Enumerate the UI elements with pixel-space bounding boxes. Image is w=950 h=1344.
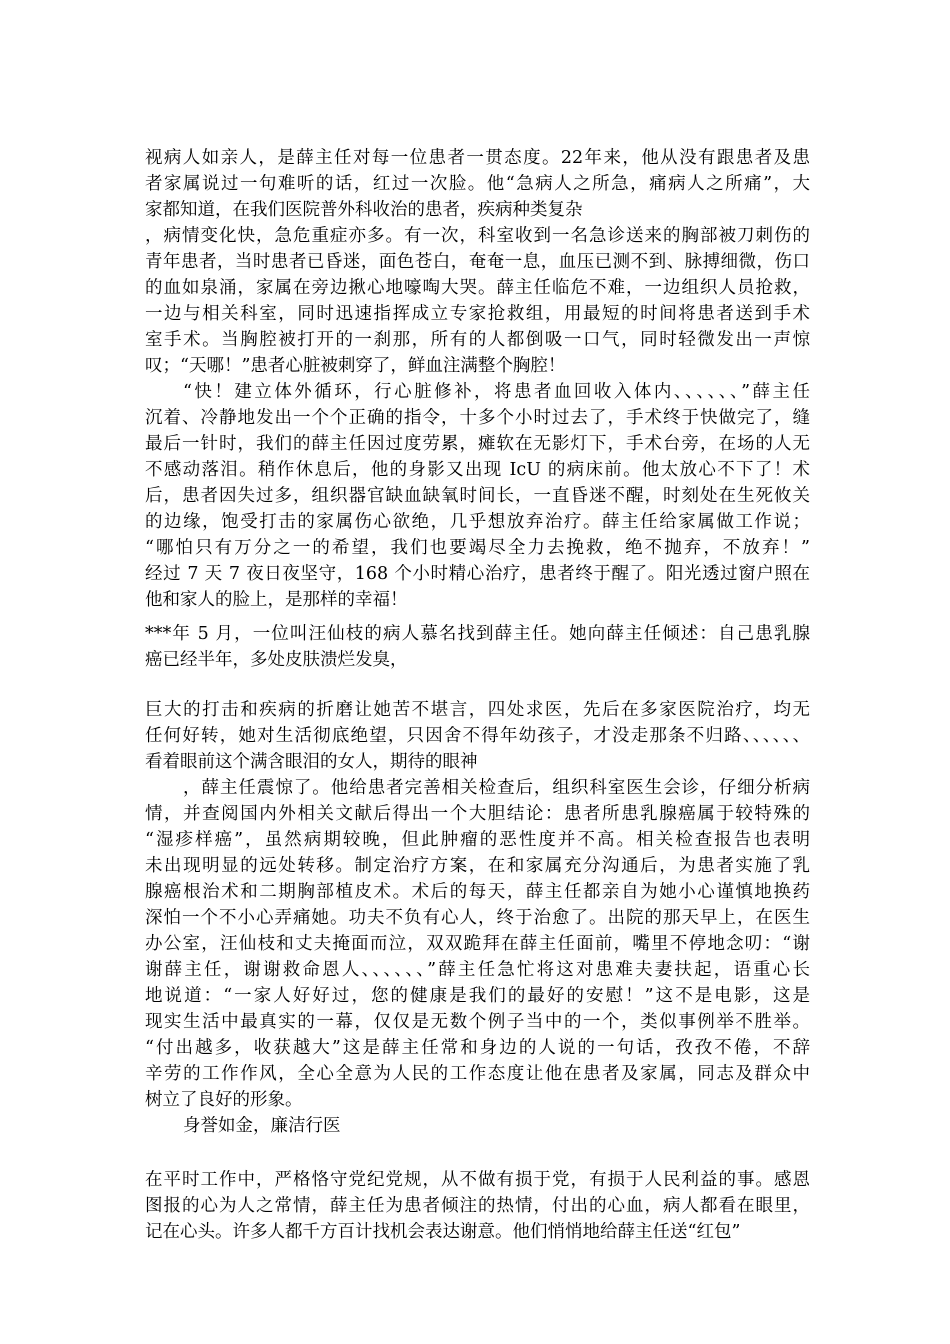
text-line: 癌已经半年，多处皮肤溃烂发臭，: [145, 650, 408, 670]
paragraph-1: [145, 145, 810, 223]
text-line: 青年患者，当时患者已昏迷，面色苍白，奄奄一息，血压已测不到、脉搏细微，伤口: [145, 252, 810, 272]
text-line: 一边与相关科室，同时迅速指挥成立专家抢救组，用最短的时间将患者送到手术: [145, 304, 810, 324]
text-line: ，薛主任震惊了。他给患者完善相关检查后，组织科室医生会诊，仔细分析病: [183, 778, 810, 798]
text-line: 室手术。当胸腔被打开的一刹那，所有的人都倒吸一口气，同时轻微发出一声惊: [145, 330, 810, 350]
text-line: 谢薛主任，谢谢救命恩人、、、、、、”薛主任急忙将这对患难夫妻扶起，语重心长: [145, 960, 810, 980]
text-line: 巨大的打击和疾病的折磨让她苦不堪言，四处求医，先后在多家医院治疗，均无: [145, 700, 810, 720]
text-line: 看着眼前这个满含眼泪的女人，期待的眼神: [145, 752, 478, 772]
text-line: 辛劳的工作作风，全心全意为人民的工作态度让他在患者及家属，同志及群众中: [145, 1064, 810, 1084]
text-line: “快！建立体外循环，行心脏修补，将患者血回收入体内、、、、、、”薛主任: [183, 382, 810, 402]
text-line: 叹；“天哪！”患者心脏被刺穿了，鲜血注满整个胸腔！: [145, 356, 566, 376]
text-line: 他和家人的脸上，是那样的幸福！: [145, 590, 408, 610]
text-line: 树立了良好的形象。: [145, 1090, 303, 1110]
text-line: 任何好转，她对生活彻底绝望，只因舍不得年幼孩子，才没走那条不归路、、、、、、: [145, 726, 810, 746]
paragraph-5: [145, 697, 810, 775]
text-line: 不感动落泪。稍作休息后，他的身影又出现 IcU 的病床前。他太放心不下了！术: [145, 460, 810, 480]
text-line: 图报的心为人之常情，薛主任为患者倾注的热情，付出的心血，病人都看在眼里，: [145, 1196, 810, 1216]
text-line: 办公室，汪仙枝和丈夫掩面而泣，双双跪拜在薛主任面前，嘴里不停地念叨：“谢: [145, 934, 810, 954]
paragraph-7: [145, 1167, 810, 1245]
text-line: ***年 5 月，一位叫汪仙枝的病人慕名找到薛主任。她向薛主任倾述：自己患乳腺: [145, 624, 810, 644]
text-line: 者家属说过一句难听的话，红过一次脸。他“急病人之所急，痛病人之所痛”，大: [145, 174, 810, 194]
text-line: 现实生活中最真实的一幕，仅仅是无数个例子当中的一个，类似事例举不胜举。: [145, 1012, 810, 1032]
text-line: 地说道：“一家人好好过，您的健康是我们的最好的安慰！”这不是电影，这是: [145, 986, 810, 1006]
text-line: “付出越多，收获越大”这是薛主任常和身边的人说的一句话，孜孜不倦，不辞: [145, 1038, 810, 1058]
text-line: “湿疹样癌”，虽然病期较晚，但此肿瘤的恶性度并不高。相关检查报告也表明: [145, 830, 810, 850]
text-line: “哪怕只有万分之一的希望，我们也要竭尽全力去挽救，绝不抛弃，不放弃！”: [145, 538, 810, 558]
paragraph-6: [145, 775, 810, 1113]
text-line: 沉着、冷静地发出一个个正确的指令，十多个小时过去了，手术终于快做完了，缝: [145, 408, 810, 428]
text-line: 情，并查阅国内外相关文献后得出一个大胆结论：患者所患乳腺癌属于较特殊的: [145, 804, 810, 824]
paragraph-4: [145, 621, 810, 673]
text-line: 视病人如亲人，是薛主任对每一位患者一贯态度。22年来，他从没有跟患者及患: [145, 148, 810, 168]
paragraph-2: [145, 223, 810, 379]
section-heading: [145, 1113, 810, 1139]
text-line: ，病情变化快，急危重症亦多。有一次，科室收到一名急诊送来的胸部被刀刺伤的: [145, 226, 810, 246]
text-line: 深怕一个不小心弄痛她。功夫不负有心人，终于治愈了。出院的那天早上，在医生: [145, 908, 810, 928]
text-line: 最后一针时，我们的薛主任因过度劳累，瘫软在无影灯下，手术台旁，在场的人无: [145, 434, 810, 454]
heading-text: 身誉如金，廉洁行医: [183, 1116, 341, 1136]
paragraph-3: [145, 379, 810, 613]
text-line: 腺癌根治术和二期胸部植皮术。术后的每天，薛主任都亲自为她小心谨慎地换药: [145, 882, 810, 902]
text-line: 经过 7 天 7 夜日夜坚守，168 个小时精心治疗，患者终于醒了。阳光透过窗户照在: [145, 564, 810, 584]
text-line: 的边缘，饱受打击的家属伤心欲绝，几乎想放弃治疗。薛主任给家属做工作说；: [145, 512, 810, 532]
text-line: 后，患者因失过多，组织器官缺血缺氧时间长，一直昏迷不醒，时刻处在生死攸关: [145, 486, 810, 506]
text-line: 未出现明显的远处转移。制定治疗方案，在和家属充分沟通后，为患者实施了乳: [145, 856, 810, 876]
text-line: 的血如泉涌，家属在旁边揪心地嚎啕大哭。薛主任临危不难，一边组织人员抢救，: [145, 278, 810, 298]
text-line: 家都知道，在我们医院普外科收治的患者，疾病种类复杂: [145, 200, 583, 220]
text-line: 记在心头。许多人都千方百计找机会表达谢意。他们悄悄地给薛主任送“红包”: [145, 1222, 741, 1242]
text-line: 在平时工作中，严格恪守党纪党规，从不做有损于党，有损于人民利益的事。感恩: [145, 1170, 810, 1190]
